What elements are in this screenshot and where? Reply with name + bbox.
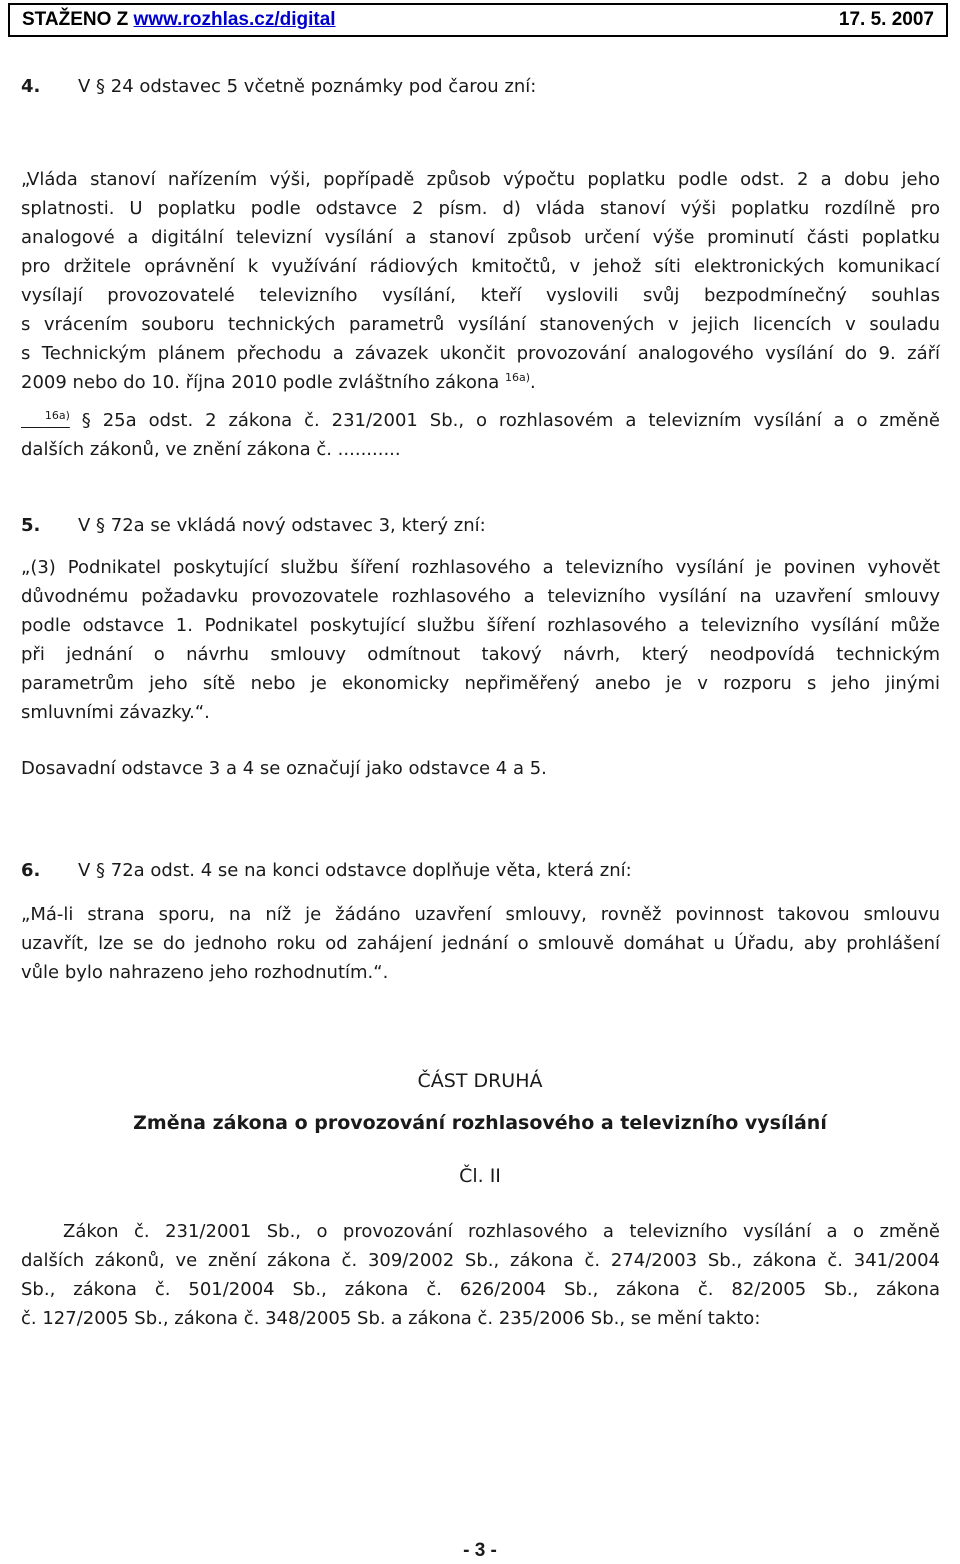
item-5-heading bbox=[21, 515, 486, 536]
footnote-mark: 16a) bbox=[44, 409, 70, 422]
item-4-last-line bbox=[21, 368, 940, 397]
item-6-number: 6. bbox=[21, 860, 41, 881]
item-6-line: „Má-li strana sporu, na níž je žádáno uzavření smlouvy, rovněž povinnost takovou smlouvu bbox=[21, 904, 940, 925]
footnote-line-1: § 25a odst. 2 zákona č. 231/2001 Sb., o rozhlasovém a televizním vysílání a o změně bbox=[81, 410, 940, 431]
part-subtitle: Změna zákona o provozování rozhlasového a televizního vysílání bbox=[133, 1112, 827, 1134]
item-5-line: při jednání o návrhu smlouvy odmítnout takový návrh, který neodpovídá technickým bbox=[21, 644, 940, 665]
item-4-line: s vrácením souboru technických parametrů vysílání stanovených v jejich licencích v souladu bbox=[21, 314, 940, 335]
item-6-last-line: vůle bylo nahrazeno jeho rozhodnutím.“. bbox=[21, 962, 389, 983]
header-link[interactable]: www.rozhlas.cz/digital bbox=[133, 9, 336, 30]
header-date: 17. 5. 2007 bbox=[838, 9, 934, 30]
footnote-line bbox=[21, 406, 940, 435]
item-5-line: důvodnému požadavku provozovatele rozhlasového a televizního vysílání na uzavření smlouvy bbox=[21, 586, 940, 607]
header-source bbox=[22, 9, 336, 31]
item-5-quote bbox=[21, 553, 940, 727]
item-4-line: pro držitele oprávnění k využívání rádiových kmitočtů, v jehož síti elektronických komunikací bbox=[21, 256, 940, 277]
item-5-line: podle odstavce 1. Podnikatel poskytující službu šíření rozhlasového a televizního vysílání může bbox=[21, 615, 940, 636]
item-4-quote bbox=[21, 165, 940, 397]
item-6-line: uzavřít, lze se do jednoho roku od zahájení jednání o smlouvě domáhat u Úřadu, aby prohlášení bbox=[21, 933, 940, 954]
part-2-line: Sb., zákona č. 501/2004 Sb., zákona č. 626/2004 Sb., zákona č. 82/2005 Sb., zákona bbox=[21, 1279, 940, 1300]
header-prefix: STAŽENO Z bbox=[22, 9, 134, 30]
item-5-last-line: smluvními závazky.“. bbox=[21, 702, 210, 723]
item-4-last-text: 2009 nebo do 10. října 2010 podle zvláštního zákona bbox=[21, 372, 500, 393]
item-5-note bbox=[21, 754, 940, 783]
item-5-note-text: Dosavadní odstavce 3 a 4 se označují jako odstavce 4 a 5. bbox=[21, 758, 547, 779]
item-6-quote bbox=[21, 900, 940, 987]
item-5-line: parametrům jeho sítě nebo je ekonomicky nepřiměřený anebo je v rozporu s jeho jinými bbox=[21, 673, 940, 694]
item-6-heading-text: V § 72a odst. 4 se na konci odstavce doplňuje věta, která zní: bbox=[78, 860, 632, 881]
part-2-line: Zákon č. 231/2001 Sb., o provozování rozhlasového a televizního vysílání a o změně bbox=[63, 1221, 940, 1242]
item-5-line: „(3) Podnikatel poskytující službu šíření rozhlasového a televizního vysílání je povinen vyhovět bbox=[21, 557, 940, 578]
item-4-line: s Technickým plánem přechodu a závazek ukončit provozování analogového vysílání do 9. září bbox=[21, 343, 940, 364]
download-header bbox=[8, 3, 948, 37]
part-title: ČÁST DRUHÁ bbox=[417, 1070, 543, 1092]
item-4-line: splatnosti. U poplatku podle odstavce 2 písm. d) vláda stanoví výši poplatku rozdílně pro bbox=[21, 198, 940, 219]
item-4-last-end: . bbox=[530, 372, 536, 393]
footnote-line-2: dalších zákonů, ve znění zákona č. ........... bbox=[21, 439, 401, 460]
item-4-line: „Vláda stanoví nařízením výši, popřípadě způsob výpočtu poplatku podle odst. 2 a dobu jeho bbox=[21, 169, 940, 190]
item-4-footnote bbox=[21, 406, 940, 464]
item-6-heading bbox=[21, 860, 632, 881]
item-4-heading bbox=[21, 76, 536, 97]
article-title: Čl. II bbox=[459, 1165, 501, 1187]
page-number: - 3 - bbox=[463, 1540, 497, 1561]
item-5-heading-text: V § 72a se vkládá nový odstavec 3, který zní: bbox=[78, 515, 486, 536]
footnote-ref: 16a) bbox=[505, 371, 531, 384]
item-4-line: vysílají provozovatelé televizního vysílání, kteří vyslovili svůj bezpodmínečný souhlas bbox=[21, 285, 940, 306]
item-4-heading-text: V § 24 odstavec 5 včetně poznámky pod čarou zní: bbox=[78, 76, 537, 97]
part-2-body bbox=[21, 1217, 940, 1333]
item-5-number: 5. bbox=[21, 515, 41, 536]
item-4-line: analogové a digitální televizní vysílání a stanoví způsob určení výše prominutí části poplatku bbox=[21, 227, 940, 248]
part-2-line: dalších zákonů, ve znění zákona č. 309/2002 Sb., zákona č. 274/2003 Sb., zákona č. 341/2004 bbox=[21, 1250, 940, 1271]
part-2-last-line: č. 127/2005 Sb., zákona č. 348/2005 Sb. a zákona č. 235/2006 Sb., se mění takto: bbox=[21, 1308, 761, 1329]
item-4-number: 4. bbox=[21, 76, 41, 97]
